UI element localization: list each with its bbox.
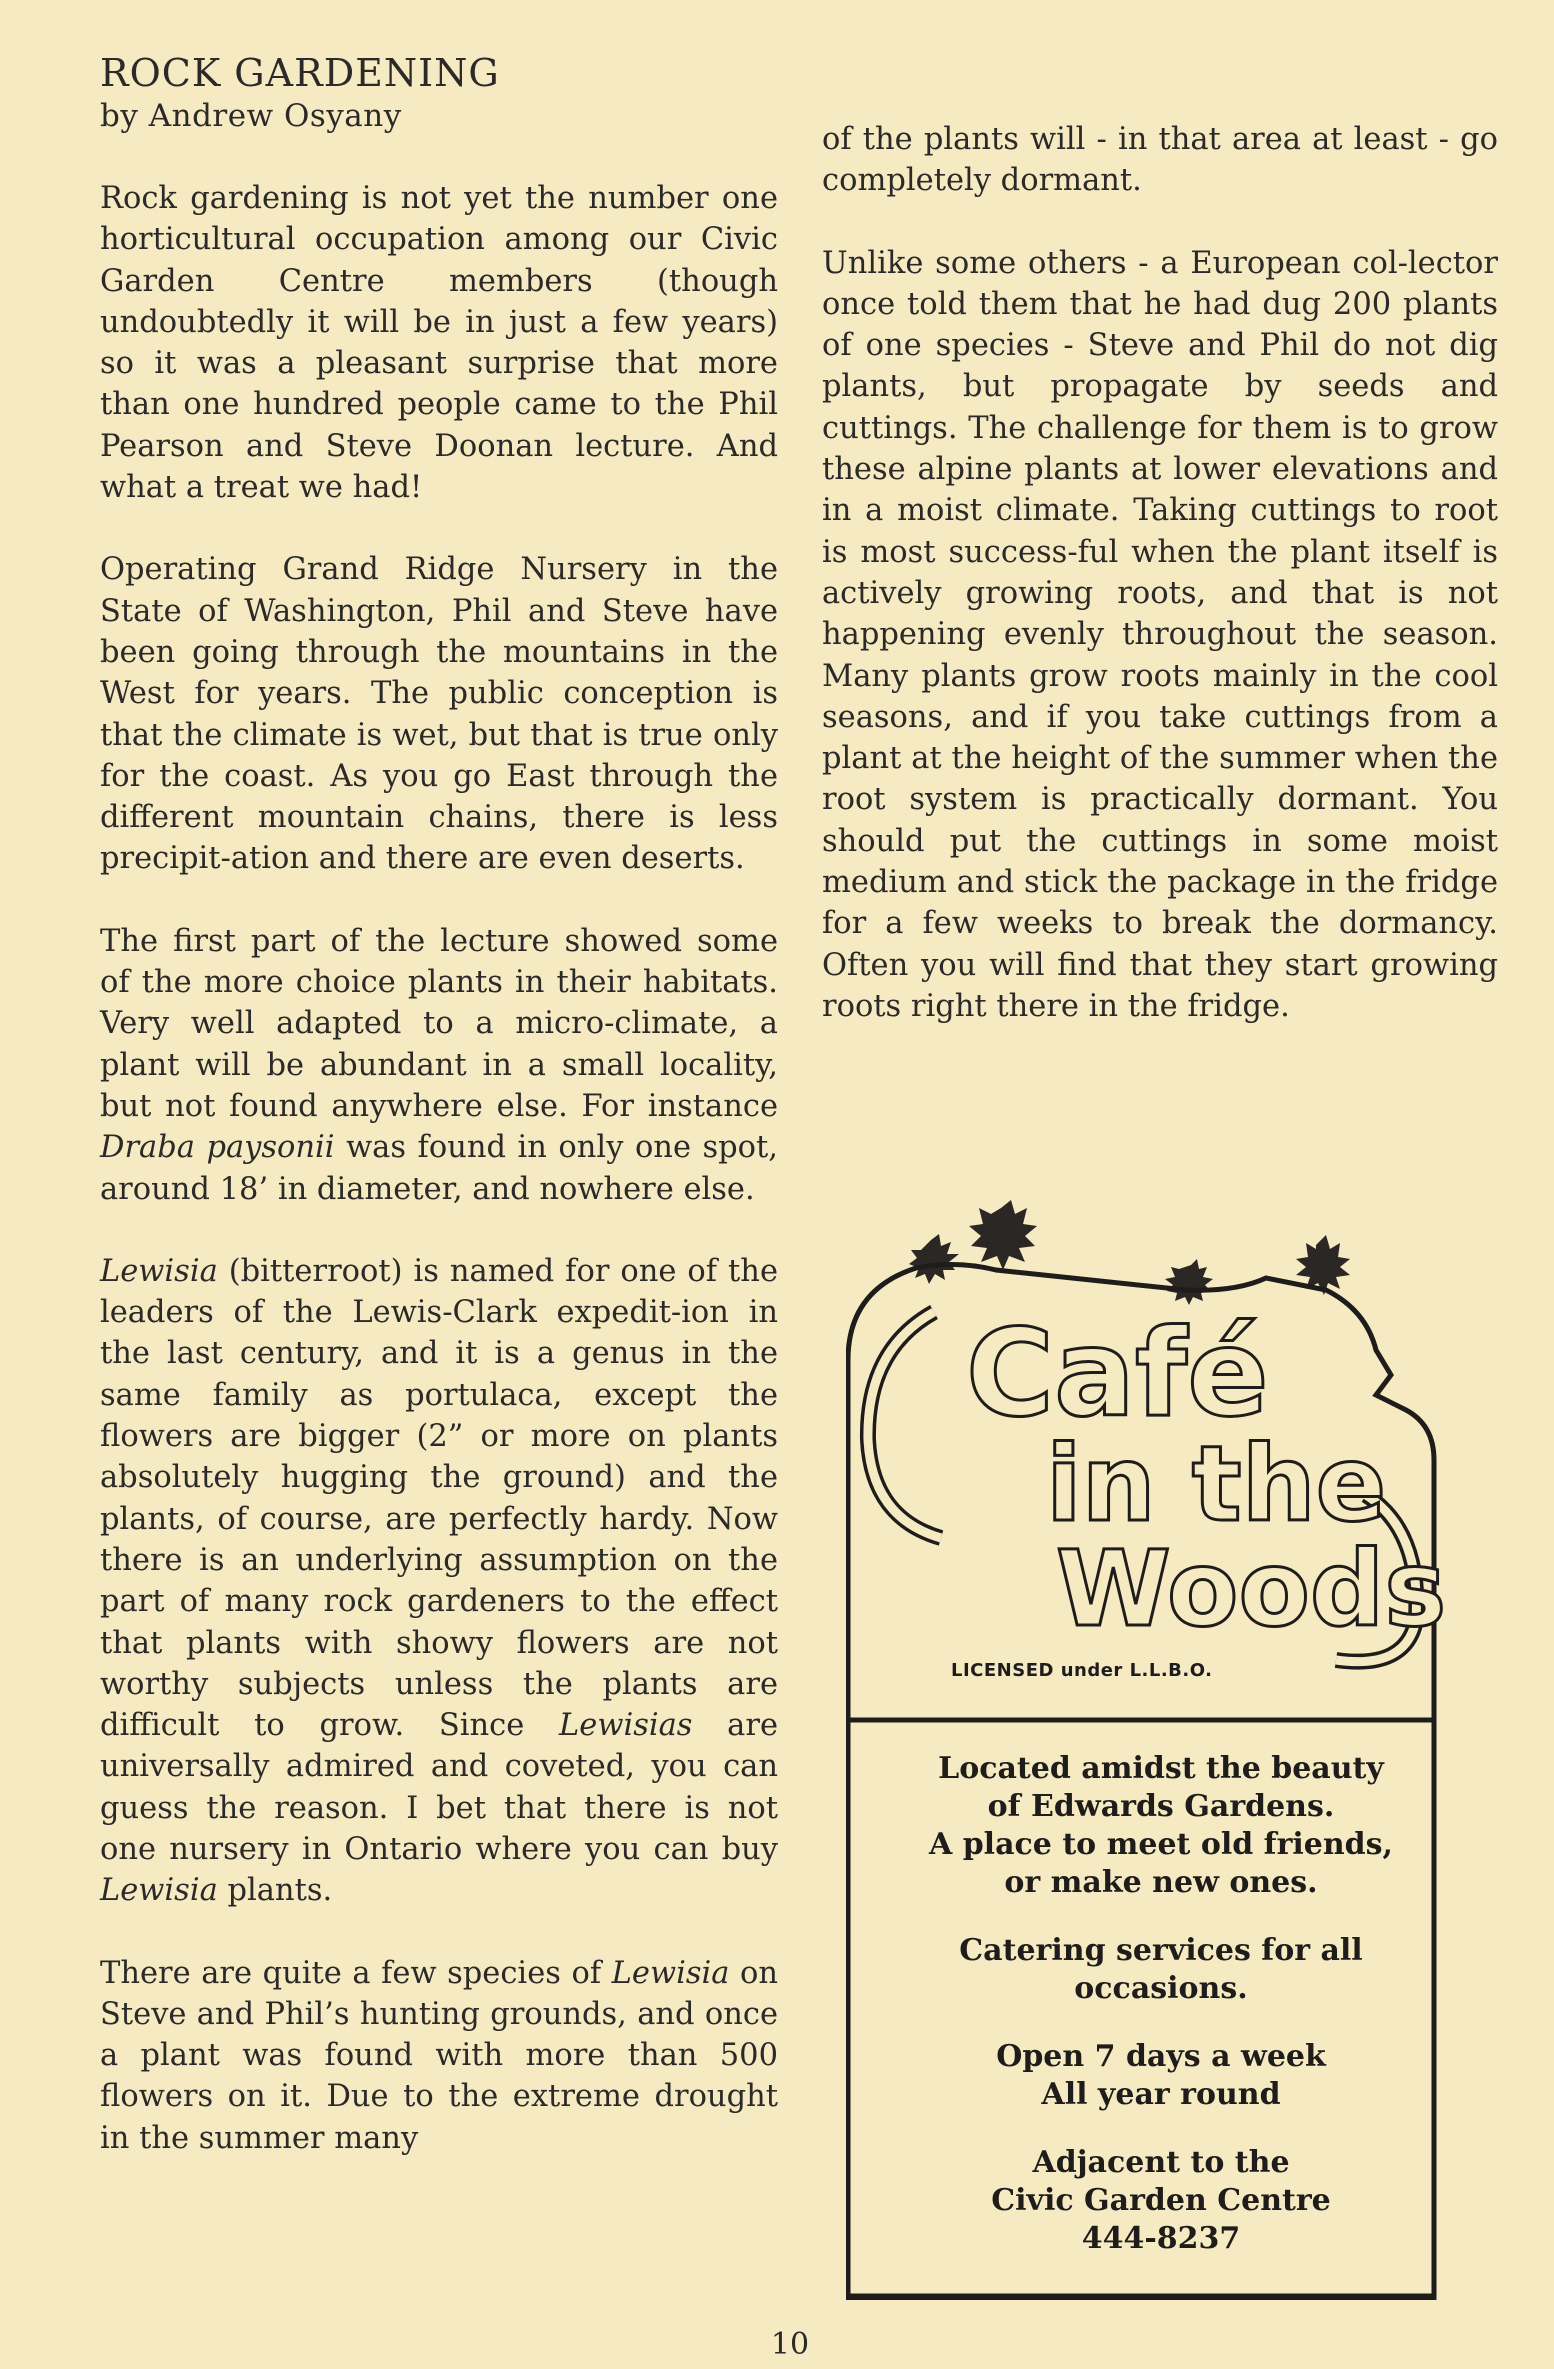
text-run: Operating Grand Ridge Nursery in the State of Washington, Phil and Steve have been going through the mountains in the West for years. The public conception is that the climate is wet, but that is true only for the coast. As you go East through the different mountain chains, there is less precipit-ation and there are even deserts. [100, 552, 778, 877]
italic-term: Lewisia [100, 1253, 218, 1289]
italic-term: Lewisia [611, 1955, 730, 1991]
ad-line: or make new ones. [1004, 1865, 1318, 1900]
page-number: 10 [770, 2327, 810, 2362]
ad-line: Catering services for all [959, 1933, 1363, 1968]
ad-line: Adjacent to the [1032, 2145, 1290, 2180]
text-run: of the plants will - in that area at least - go completely dormant. [822, 122, 1498, 199]
paragraph [822, 119, 1498, 202]
ad-text-block [906, 2144, 1416, 2258]
ad-line: Open 7 days a week [996, 2039, 1326, 2074]
italic-term: Draba paysonii [100, 1130, 335, 1166]
logo-word-woods: Woods [1056, 1528, 1447, 1650]
logo-word-in-the: in the [1046, 1423, 1387, 1545]
left-column [100, 50, 778, 2159]
paragraph [100, 1251, 778, 1912]
ad-text-block [906, 1750, 1416, 1902]
left-paragraphs [100, 178, 778, 2159]
text-run: There are quite a few species of [100, 1955, 612, 1991]
text-run: plants. [217, 1873, 333, 1909]
text-run: The first part of the lecture showed some of the more choice plants in their habitats. Very well adapted to a micro-climate, a plant will be abundant in a small locality, but not found anywhere else. For instance [100, 923, 778, 1124]
ad-body-text [906, 1750, 1416, 2288]
text-run: (bitterroot) is named for one of the leaders of the Lewis-Clark expedit-ion in the last century, and it is a genus in the same family as portulaca, except the flowers are bigger (2” or more on plants absolutely hugging the ground) and the plants, of course, are perfectly hardy. Now there is an underlying assumption on the part of many rock gardeners to the effect that plants with showy flowers are not worthy subjects unless the plants are difficult to grow. Since [100, 1253, 778, 1744]
ad-line: A place to meet old friends, [928, 1827, 1393, 1862]
logo-word-cafe: Café [966, 1305, 1269, 1444]
ad-licensed-note: LICENSED under L.L.B.O. [951, 1660, 1213, 1681]
ad-line: All year round [1041, 2077, 1281, 2112]
italic-term: Lewisias [559, 1708, 693, 1744]
ad-line: Civic Garden Centre [991, 2183, 1331, 2218]
treetop-icon [909, 1200, 1350, 1305]
cafe-in-the-woods-ad [846, 1200, 1486, 2300]
paragraph [822, 243, 1498, 1028]
ad-text-block [906, 2038, 1416, 2114]
text-run: are universally admired and coveted, you can guess the reason. I bet that there is not one nursery in Ontario where you can buy [100, 1708, 778, 1867]
text-run: Unlike some others - a European col-lector once told them that he had dug 200 plants of one species - Steve and Phil do not dig plants, but propagate by seeds and cuttings. The challenge for them is to grow these alpine plants at lower elevations and in a moist climate. Taking cuttings to root is most success-ful when the plant itself is actively growing roots, and that is not happening evenly throughout the season. Many plants grow roots mainly in the cool seasons, and if you take cuttings from a plant at the height of the summer when the root system is practically dormant. You should put the cuttings in some moist medium and stick the package in the fridge for a few weeks to break the dormancy. Often you will find that they start growing roots right there in the fridge. [822, 245, 1498, 1024]
right-paragraphs [822, 119, 1498, 1027]
text-run: was found in only one spot, around 18’ in diameter, and nowhere else. [100, 1130, 779, 1207]
ad-line: of Edwards Gardens. [987, 1789, 1335, 1824]
right-column [822, 119, 1498, 1027]
ad-text-block [906, 1932, 1416, 2008]
ad-line: Located amidst the beauty [938, 1751, 1384, 1786]
paragraph [100, 549, 778, 879]
ad-line: occasions. [1074, 1971, 1248, 2006]
text-run: Rock gardening is not yet the number one horticultural occupation among our Civic Garden Centre members (though undoubtedly it will be in just a few years) so it was a pleasant surprise that more than one hundred people came to the Phil Pearson and Steve Doonan lecture. And what a treat we had! [100, 181, 778, 506]
text-run: on Steve and Phil’s hunting grounds, and once a plant was found with more than 500 flowers on it. Due to the extreme drought in the summer many [100, 1955, 779, 2156]
paragraph [100, 921, 778, 1210]
paragraph [100, 178, 778, 508]
ad-line: 444-8237 [1081, 2221, 1241, 2256]
italic-term: Lewisia [100, 1873, 218, 1909]
article-title: ROCK GARDENING [100, 51, 500, 95]
paragraph [100, 1953, 778, 2159]
article-byline: by Andrew Osyany [100, 98, 402, 134]
